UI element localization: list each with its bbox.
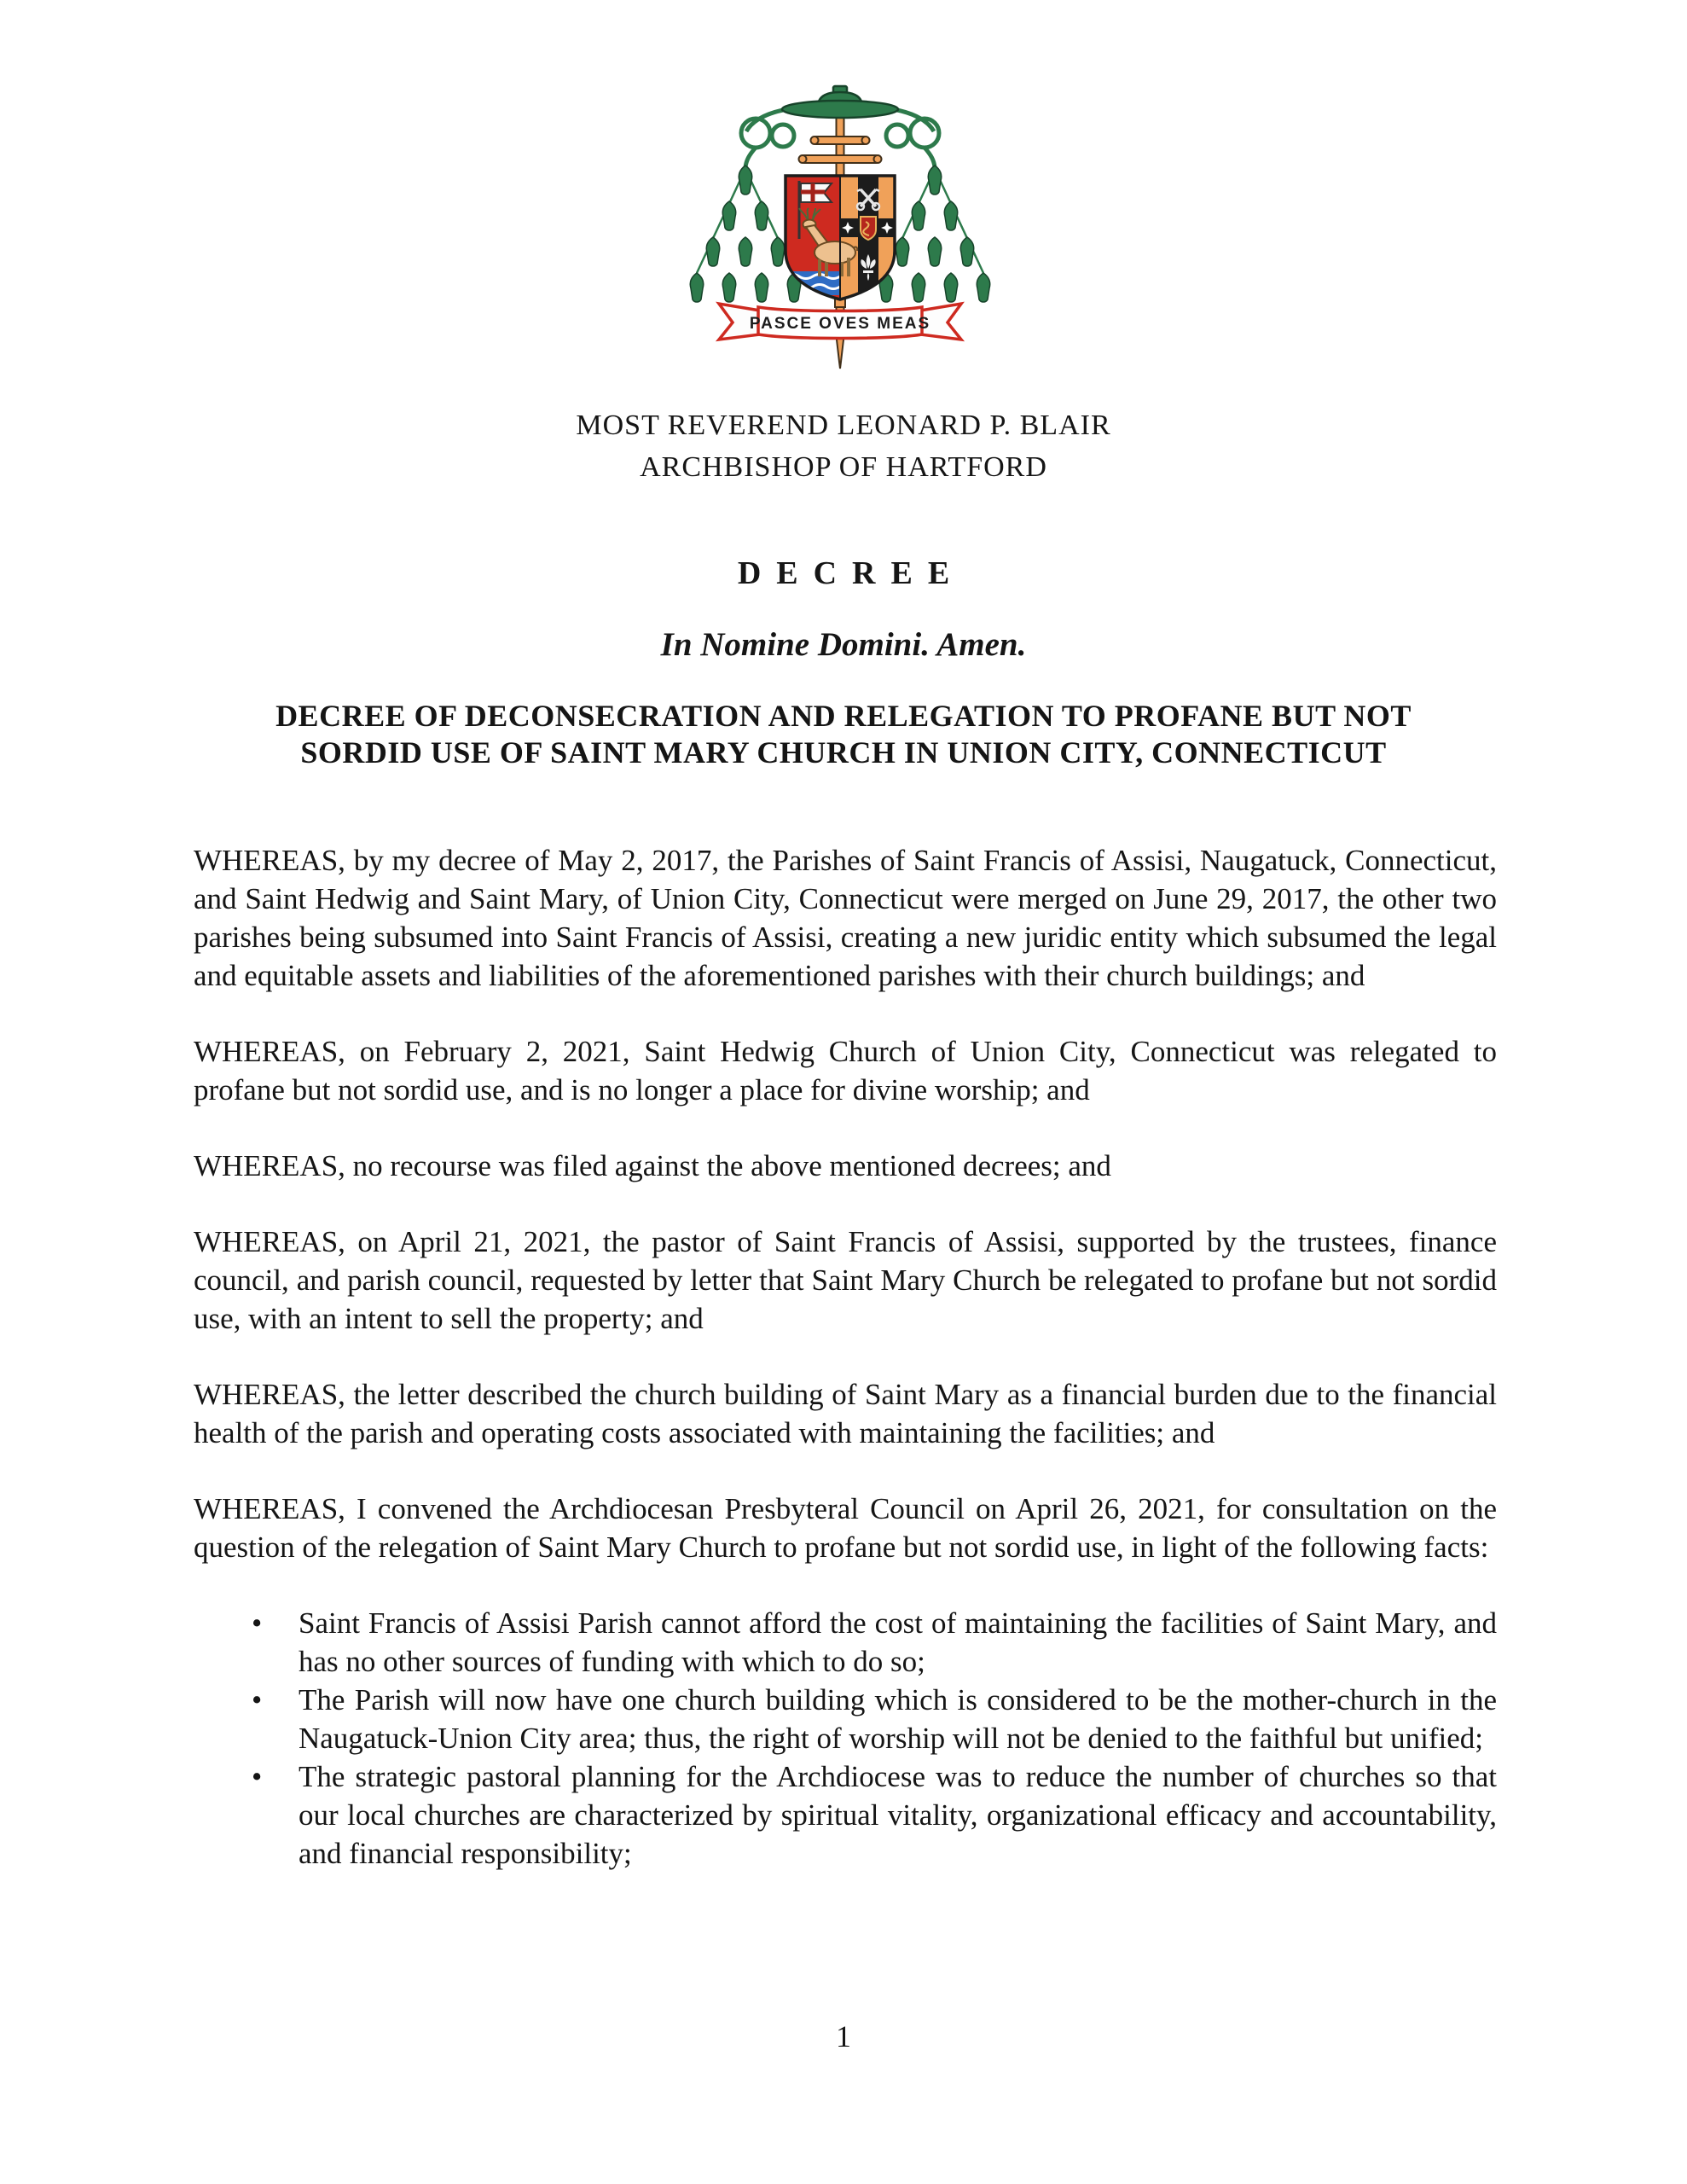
galero-hat-icon (782, 86, 898, 118)
page-number: 1 (836, 2019, 851, 2053)
list-item (194, 1681, 1497, 1757)
decree-title: DECREE (737, 555, 965, 591)
list-item-text: The strategic pastoral planning for the Archdiocese was to reduce the number of churches so that our local churches are characterized by spiritual vitality, organizational efficacy and accountability, and financial responsibility; (299, 1760, 1497, 1870)
decree-subject (0, 698, 1687, 771)
decree-body (194, 841, 1497, 1873)
whereas-paragraph: WHEREAS, on April 21, 2021, the pastor of Saint Francis of Assisi, supported by the trustees, finance council, and parish council, requested by letter that Saint Mary Church be relegated to profane but not sordid use, with an intent to sell the property; and (194, 1225, 1497, 1335)
whereas-paragraph: WHEREAS, the letter described the church building of Saint Mary as a financial burden due to the financial health of the parish and operating costs associated with maintaining the facilities; and (194, 1378, 1497, 1449)
motto-text: PASCE OVES MEAS (749, 315, 931, 333)
decree-subject-line2: SORDID USE OF SAINT MARY CHURCH IN UNION CITY, CONNECTICUT (300, 735, 1387, 770)
bullet-icon: • (252, 1606, 263, 1640)
author-block (0, 404, 1687, 488)
author-name: MOST REVEREND LEONARD P. BLAIR (576, 410, 1111, 441)
list-item-text: The Parish will now have one church building which is considered to be the mother-church in the Naugatuck-Union City area; thus, the right of worship will not be denied to the faithful but unified; (299, 1683, 1497, 1755)
decree-subject-line1: DECREE OF DECONSECRATION AND RELEGATION TO PROFANE BUT NOT (275, 699, 1412, 733)
whereas-paragraph: WHEREAS, I convened the Archdiocesan Presbyteral Council on April 26, 2021, for consultation on the question of the relegation of Saint Mary Church to profane but not sordid use, in light of the following facts: (194, 1492, 1497, 1564)
shield (786, 176, 895, 304)
list-item (194, 1604, 1497, 1681)
list-item (194, 1757, 1497, 1873)
facts-list (194, 1604, 1497, 1873)
whereas-paragraph: WHEREAS, on February 2, 2021, Saint Hedwig Church of Union City, Connecticut was relegated to profane but not sordid use, and is no longer a place for divine worship; and (194, 1035, 1497, 1107)
author-title: ARCHBISHOP OF HARTFORD (640, 451, 1047, 483)
invocation-line: In Nomine Domini. Amen. (660, 626, 1027, 663)
whereas-paragraph: WHEREAS, by my decree of May 2, 2017, the Parishes of Saint Francis of Assisi, Naugatuck, Connecticut, and Saint Hedwig and Saint Mary, of Union City, Connecticut were merged on June 29, 2017, the other two parishes being subsumed into Saint Francis of Assisi, creating a new juridic entity which subsumed the legal and equitable assets and liabilities of the aforementioned parishes with their church buildings; and (194, 844, 1497, 992)
coat-of-arms (670, 84, 1011, 378)
whereas-paragraph: WHEREAS, no recourse was filed against the above mentioned decrees; and (194, 1149, 1111, 1182)
list-item-text: Saint Francis of Assisi Parish cannot afford the cost of maintaining the facilities of Saint Mary, and has no other sources of funding with which to do so; (299, 1606, 1497, 1678)
bullet-icon: • (252, 1760, 263, 1793)
bullet-icon: • (252, 1683, 263, 1716)
cartouche-icon (861, 217, 876, 240)
